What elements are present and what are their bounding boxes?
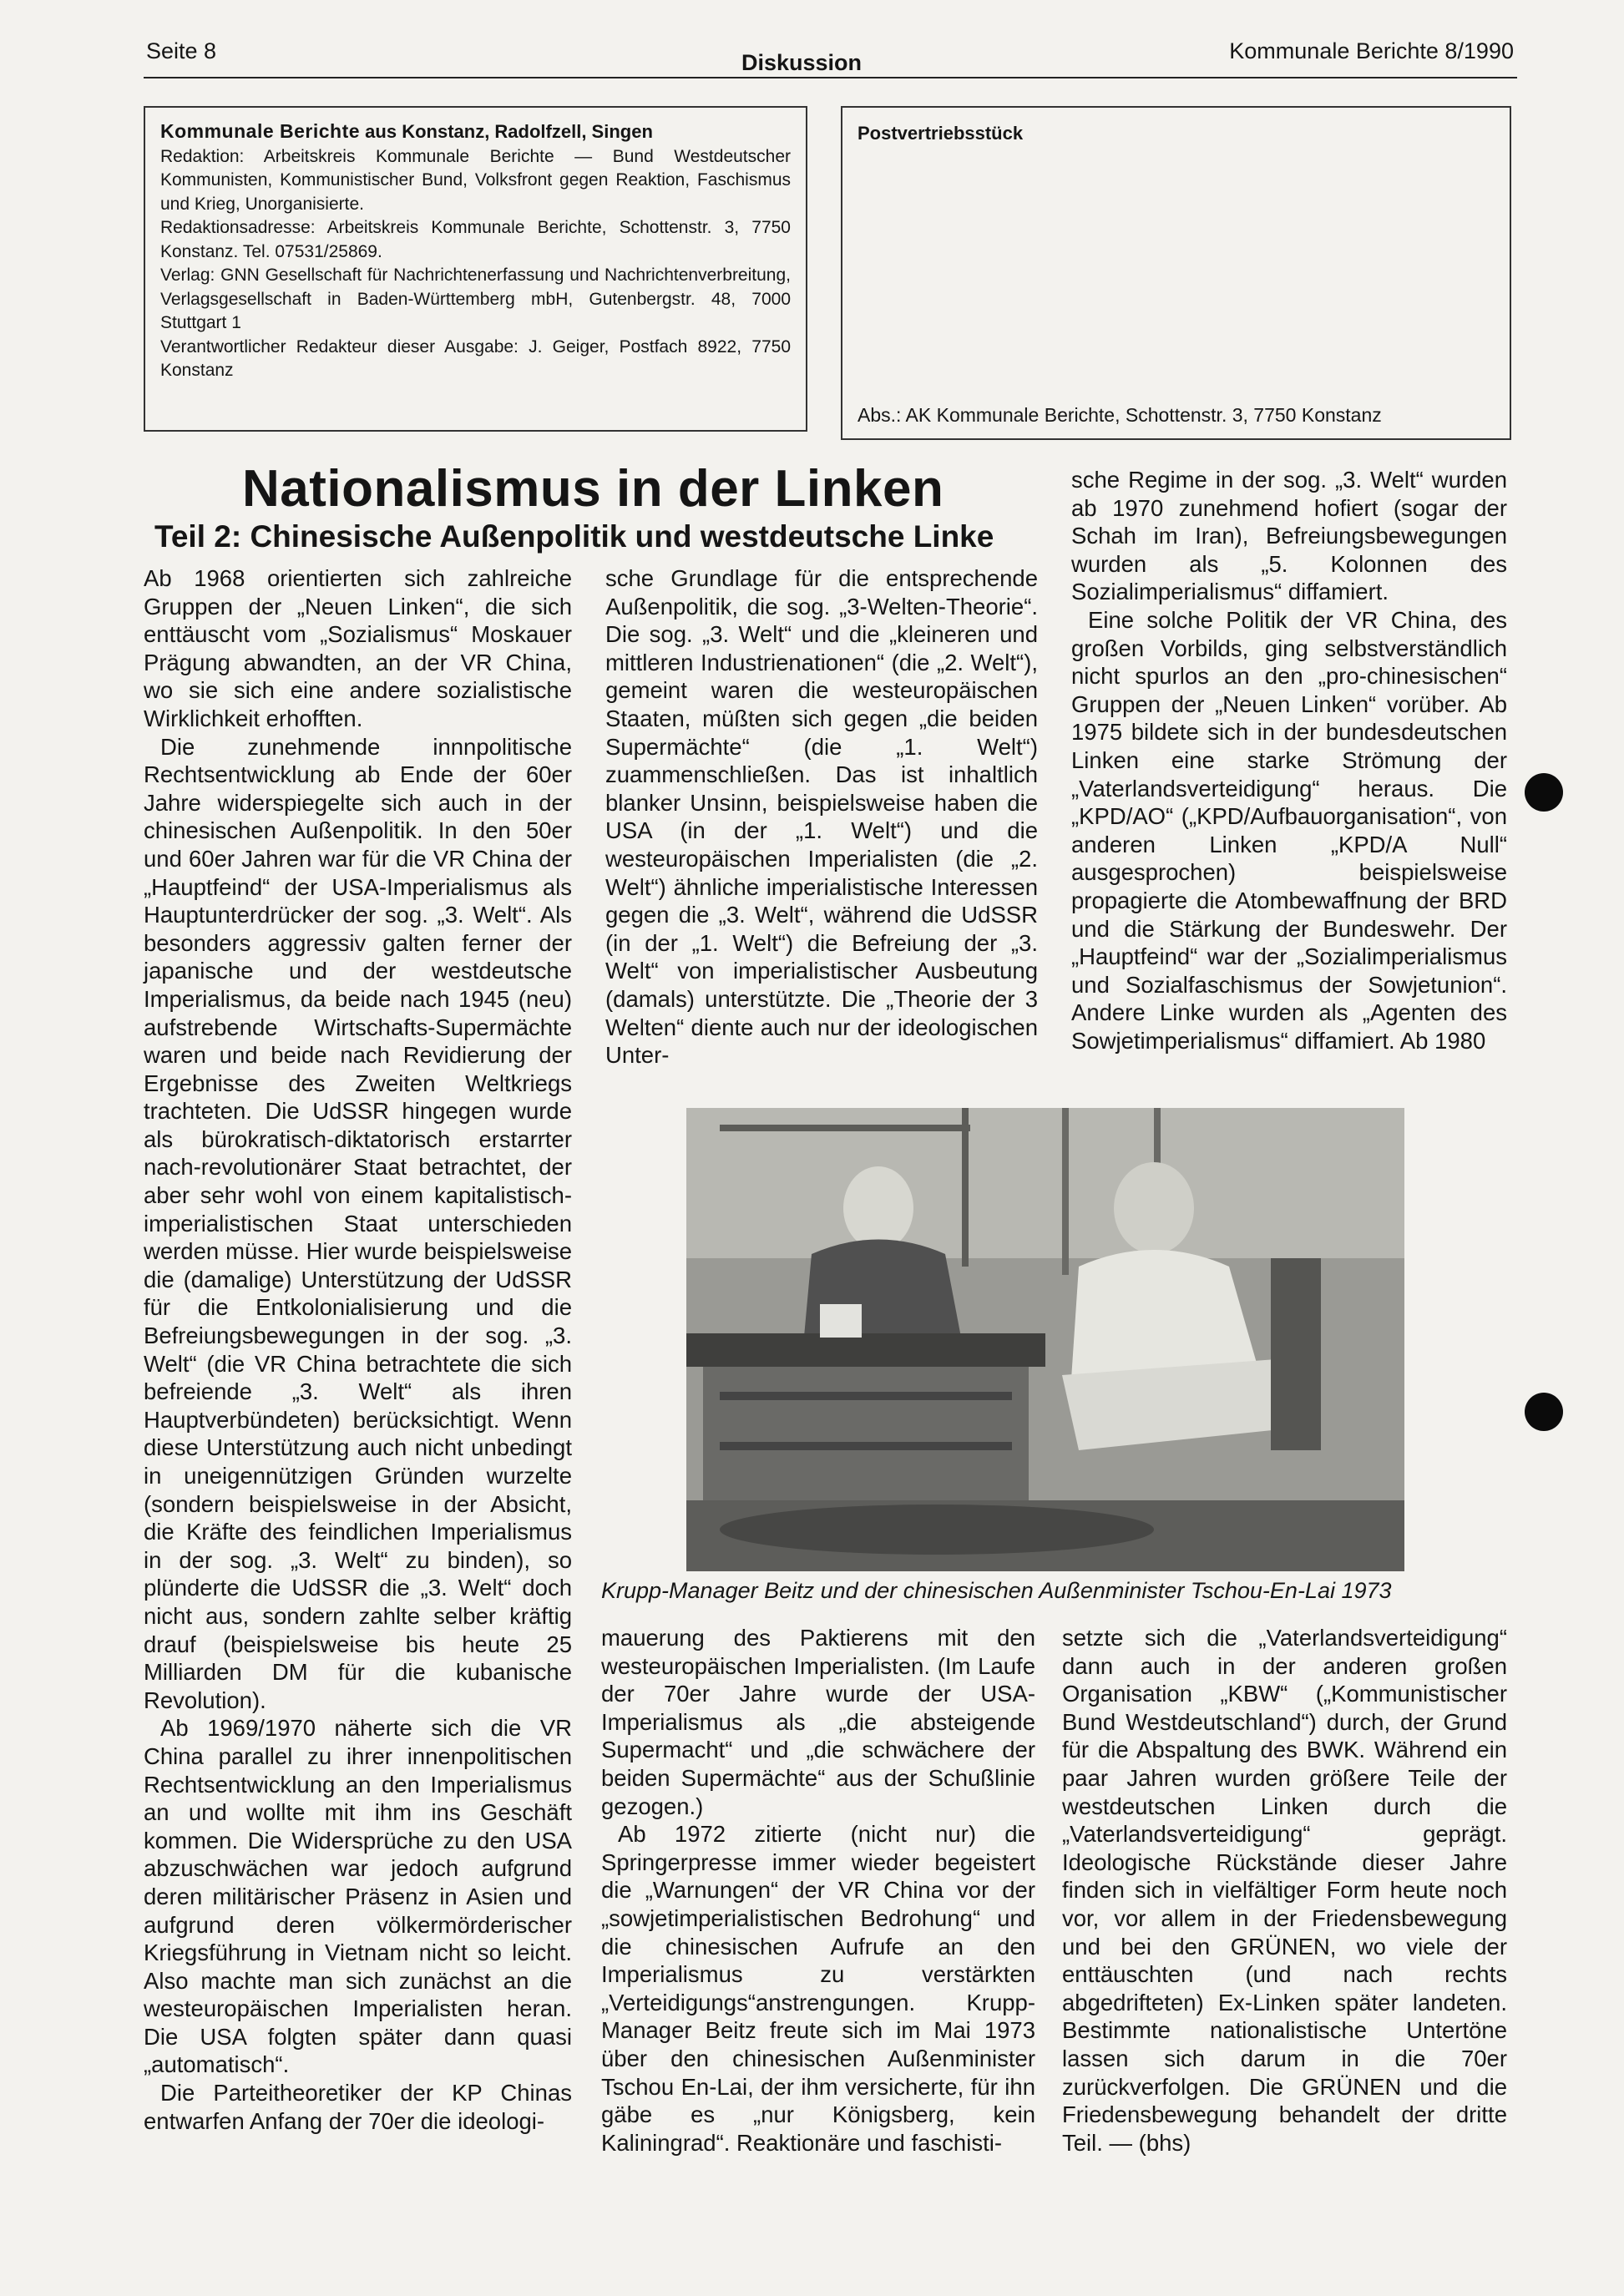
paragraph: Eine solche Politik der VR China, des großen Vorbilds, ging selbstverständlich nicht spurlos an den „pro-chinesischen“ Gruppen der „Neuen Linken“ vorüber. Ab 1975 bildete sich in der bundesdeutschen Linken eine starke Strömung der „Vaterlandsverteidigung“ heraus. Die „KPD/AO“ („KPD/Aufbauorganisation“, von anderen Linken „KPD/A Null“ ausgesprochen) beispielsweise propagierte die Atombewaffnung der BRD und die Stärkung der Bundeswehr. Der „Hauptfeind“ war der „Sozialimperialismus und Sozialfaschismus der Sowjetunion“. Andere Linke wurden als „Agenten des Sowjetimperialismus“ diffamiert. Ab 1980 — [1071, 606, 1507, 1054]
imprint-brand: Kommunale Berichte — [160, 120, 361, 142]
publication-issue: Kommunale Berichte 8/1990 — [1229, 38, 1514, 63]
page-number: Seite 8 — [146, 38, 217, 63]
article-column-1 — [144, 564, 572, 2135]
paragraph: Ab 1969/1970 näherte sich die VR China parallel zu ihrer innenpolitischen Rechtsentwicklung an den Imperialismus an und wollte mit ihm ins Geschäft kommen. Die Widersprüche zu den USA abzuschwächen war jedoch aufgrund deren militärischer Präsenz in Asien und aufgrund deren völkermörderischer Kriegsführung in Vietnam nicht so leicht. Also machte man sich zunächst an die westeuropäischen Imperialisten heran. Die USA folgten später dann quasi „automatisch“. — [144, 1715, 572, 2078]
paragraph: sche Regime in der sog. „3. Welt“ wurden ab 1970 zunehmend hofiert (sogar der Schah im Iran), Befreiungsbewegungen wurden als „5. Kolonnen des Sozialimperialismus“ diffamiert. — [1071, 467, 1507, 605]
article-column-2-lower — [601, 1624, 1035, 2157]
postal-box — [841, 106, 1511, 440]
imprint-line: Redaktion: Arbeitskreis Kommunale Berichte — Bund Westdeutscher Kommunisten, Kommunistischer Bund, Volksfront gegen Reaktion, Faschismus und Krieg, Unorganisierte. — [160, 146, 791, 214]
imprint-line: Redaktionsadresse: Arbeitskreis Kommunale Berichte, Schottenstr. 3, 7750 Konstanz. Tel. 07531/25869. — [160, 218, 791, 261]
postal-title: Postvertriebsstück — [858, 123, 1024, 144]
article-column-2 — [605, 564, 1038, 1070]
paragraph: Ab 1972 zitierte (nicht nur) die Springerpresse immer wieder begeistert die „Warnungen“ der VR China vor der „sowjetimperialistischen Bedrohung“ und die chinesischen Aufrufe an den Imperialismus zu verstärkten „Verteidigungs“anstrengungen. Krupp-Manager Beitz freute sich im Mai 1973 über den chinesischen Außenminister Tschou En-Lai, der ihm versicherte, für ihn gäbe es „nur Königsberg, kein Kaliningrad“. Reaktionäre und faschisti- — [601, 1821, 1035, 2156]
article-photo — [686, 1108, 1404, 1571]
article-headline: Nationalismus in der Linken — [242, 460, 944, 518]
imprint-title — [160, 119, 791, 145]
header-rule — [144, 77, 1517, 78]
section-title: Diskussion — [741, 50, 863, 75]
photo-caption: Krupp-Manager Beitz und der chinesischen Außenminister Tschou-En-Lai 1973 — [601, 1578, 1392, 1603]
paragraph: Die Parteitheoretiker der KP Chinas entwarfen Anfang der 70er die ideologi- — [144, 2080, 572, 2134]
paragraph: Ab 1968 orientierten sich zahlreiche Gruppen der „Neuen Linken“, die sich enttäuscht vom „Sozialismus“ Moskauer Prägung abwandten, an der VR China, wo sie sich eine andere sozialistische Wirklichkeit erhofften. — [144, 565, 572, 731]
imprint-line: Verlag: GNN Gesellschaft für Nachrichtenerfassung und Nachrichtenverbreitung, Verlagsgesellschaft in Baden-Württemberg mbH, Gutenbergstr. 48, 7000 Stuttgart 1 — [160, 266, 791, 332]
article-column-3 — [1071, 466, 1507, 1054]
imprint-title-rest: aus Konstanz, Radolfzell, Singen — [360, 121, 653, 142]
punch-hole-bottom — [1525, 1393, 1563, 1431]
imprint-line: Verantwortlicher Redakteur dieser Ausgabe: J. Geiger, Postfach 8922, 7750 Konstanz — [160, 336, 791, 380]
paragraph: mauerung des Paktierens mit den westeuropäischen Imperialisten. (Im Laufe der 70er Jahre wurde der USA-Imperialismus als „die absteigende Supermacht“ und „die schwächere der beiden Supermächte“ aus der Schußlinie gezogen.) — [601, 1625, 1035, 1819]
article-column-3-lower — [1062, 1624, 1507, 2157]
article-subheadline: Teil 2: Chinesische Außenpolitik und westdeutsche Linke — [154, 519, 994, 554]
sender-address: Abs.: AK Kommunale Berichte, Schottenstr. 3, 7750 Konstanz — [858, 404, 1382, 426]
punch-hole-top — [1525, 773, 1563, 812]
photo-illustration — [686, 1108, 1404, 1571]
paragraph: sche Grundlage für die entsprechende Außenpolitik, die sog. „3-Welten-Theorie“. Die sog. „3. Welt“ und die „kleineren und mittleren Industrienationen“ (die „2. Welt“), gemeint waren die westeuropäischen Staaten, müßten sich gegen „die beiden Supermächte“ (die „1. Welt“) zuammenschließen. Das ist inhaltlich blanker Unsinn, beispielsweise haben die USA (in der „1. Welt“) und die westeuropäischen Imperialisten (die „2. Welt“) ähnliche imperialistische Interessen gegen die „3. Welt“, während die UdSSR (in der „1. Welt“) die Befreiung der „3. Welt“ von imperialistischer Ausbeutung (damals) unterstützte. Die „Theorie der 3 Welten“ diente auch nur der ideologischen Unter- — [605, 565, 1038, 1069]
paragraph: setzte sich die „Vaterlandsverteidigung“ dann auch in der anderen großen Organisation „KBW“ („Kommunistischer Bund Westdeutschland“) durch, der Grund für die Abspaltung des BWK. Während ein paar Jahren wurden größere Teile der westdeutschen Linken durch die „Vaterlandsverteidigung“ geprägt. Ideologische Rückstände dieser Jahre finden sich in vielfältiger Form heute noch vor, vor allem in der Friedensbewegung und bei den GRÜNEN, wo viele der enttäuschten (und nach rechts abgedrifteten) Ex-Linken später landeten. Bestimmte nationalistische Untertöne lassen sich darum in die 70er zurückverfolgen. Die GRÜNEN und die Friedensbewegung behandelt der dritte Teil. — (bhs) — [1062, 1625, 1507, 2156]
imprint-box — [144, 106, 807, 432]
paragraph: Die zunehmende innnpolitische Rechtsentwicklung ab Ende der 60er Jahre widerspiegelte sich auch in der chinesischen Außenpolitik. In den 50er und 60er Jahren war für die VR China der „Hauptfeind“ der USA-Imperialismus als Hauptunterdrücker der sog. „3. Welt“. Als besonders aggressiv galten ferner der japanische und der westdeutsche Imperialismus, da beide nach 1945 (neu) aufstrebende Wirtschafts-Supermächte waren und beide nach Revidierung der Ergebnisse des Zweiten Weltkriegs trachteten. Die UdSSR hingegen wurde als bürokratisch-diktatorisch erstarrter nach-revolutionärer Staat betrachtet, der aber sehr wohl von einem kapitalistisch-imperialistischen Staat unterschieden werden müsse. Hier wurde beispielsweise die (damalige) Unterstützung der UdSSR für die Entkolonialisierung und die Befreiungsbewegungen in der sog. „3. Welt“ (die VR China betrachtete die sich befreiende „3. Welt“ als ihren Hauptverbündeten) berücksichtigt. Wenn diese Unterstützung auch nicht unbedingt in uneigennützigen Gründen wurzelte (sondern beispielsweise in der Absicht, die Kräfte des feindlichen Imperialismus in der sog. „3. Welt“ zu binden), so plünderte die UdSSR die „3. Welt“ doch nicht aus, sondern zahlte selber kräftig drauf (beispielsweise bis heute 25 Milliarden DM für die kubanische Revolution). — [144, 733, 572, 1713]
